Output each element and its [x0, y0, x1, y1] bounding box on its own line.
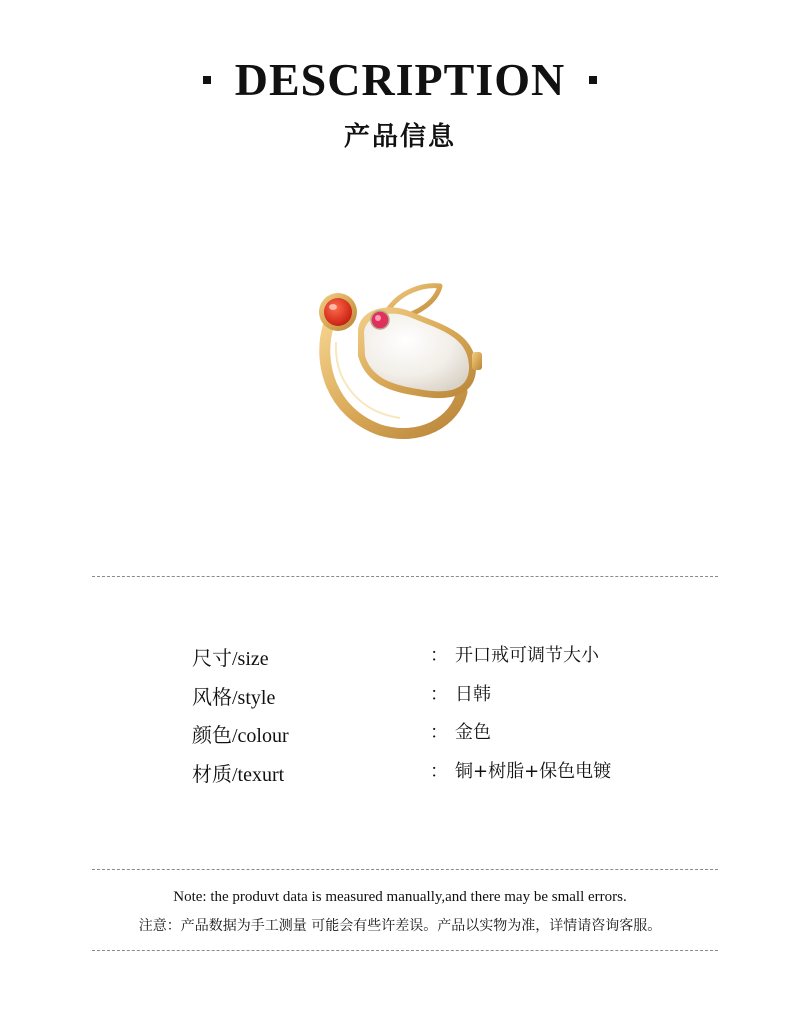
title-row: [0, 52, 800, 108]
rabbit-ring-icon: [290, 272, 510, 452]
spec-value: 日韩: [455, 683, 491, 705]
spec-label: 尺寸/size: [192, 648, 269, 670]
divider-top: [92, 576, 718, 577]
page-title: DESCRIPTION: [234, 54, 566, 105]
spec-label: 风格/style: [192, 686, 276, 709]
spec-row-size: [0, 642, 800, 681]
spec-label: 材质/texurt: [192, 763, 285, 786]
spec-row-material: [0, 758, 800, 797]
product-image: [290, 272, 510, 452]
spec-value: 金色: [455, 722, 491, 743]
note-english: Note: the produvt data is measured manually,and there may be small errors.: [173, 889, 627, 905]
title-bullet-left: [203, 76, 211, 84]
spec-label: 颜色/colour: [192, 725, 289, 747]
page-subtitle: 产品信息: [343, 122, 456, 152]
spec-row-colour: [0, 719, 800, 758]
divider-note-bottom: [92, 950, 718, 951]
spec-separator: ：: [430, 722, 448, 743]
divider-note-top: [92, 869, 718, 870]
spec-value: 开口戒可调节大小: [455, 645, 599, 666]
spec-separator: ：: [430, 760, 448, 782]
header: [0, 52, 800, 154]
spec-separator: ：: [430, 645, 448, 666]
spec-separator: ：: [430, 683, 448, 705]
note-chinese: 注意：产品数据为手工测量 可能会有些许差误。产品以实物为准，详情请咨询客服。: [138, 918, 662, 934]
spec-list: [0, 642, 800, 796]
spec-value: 铜+树脂+保色电镀: [455, 760, 612, 782]
spec-row-style: [0, 681, 800, 720]
title-bullet-right: [589, 76, 597, 84]
